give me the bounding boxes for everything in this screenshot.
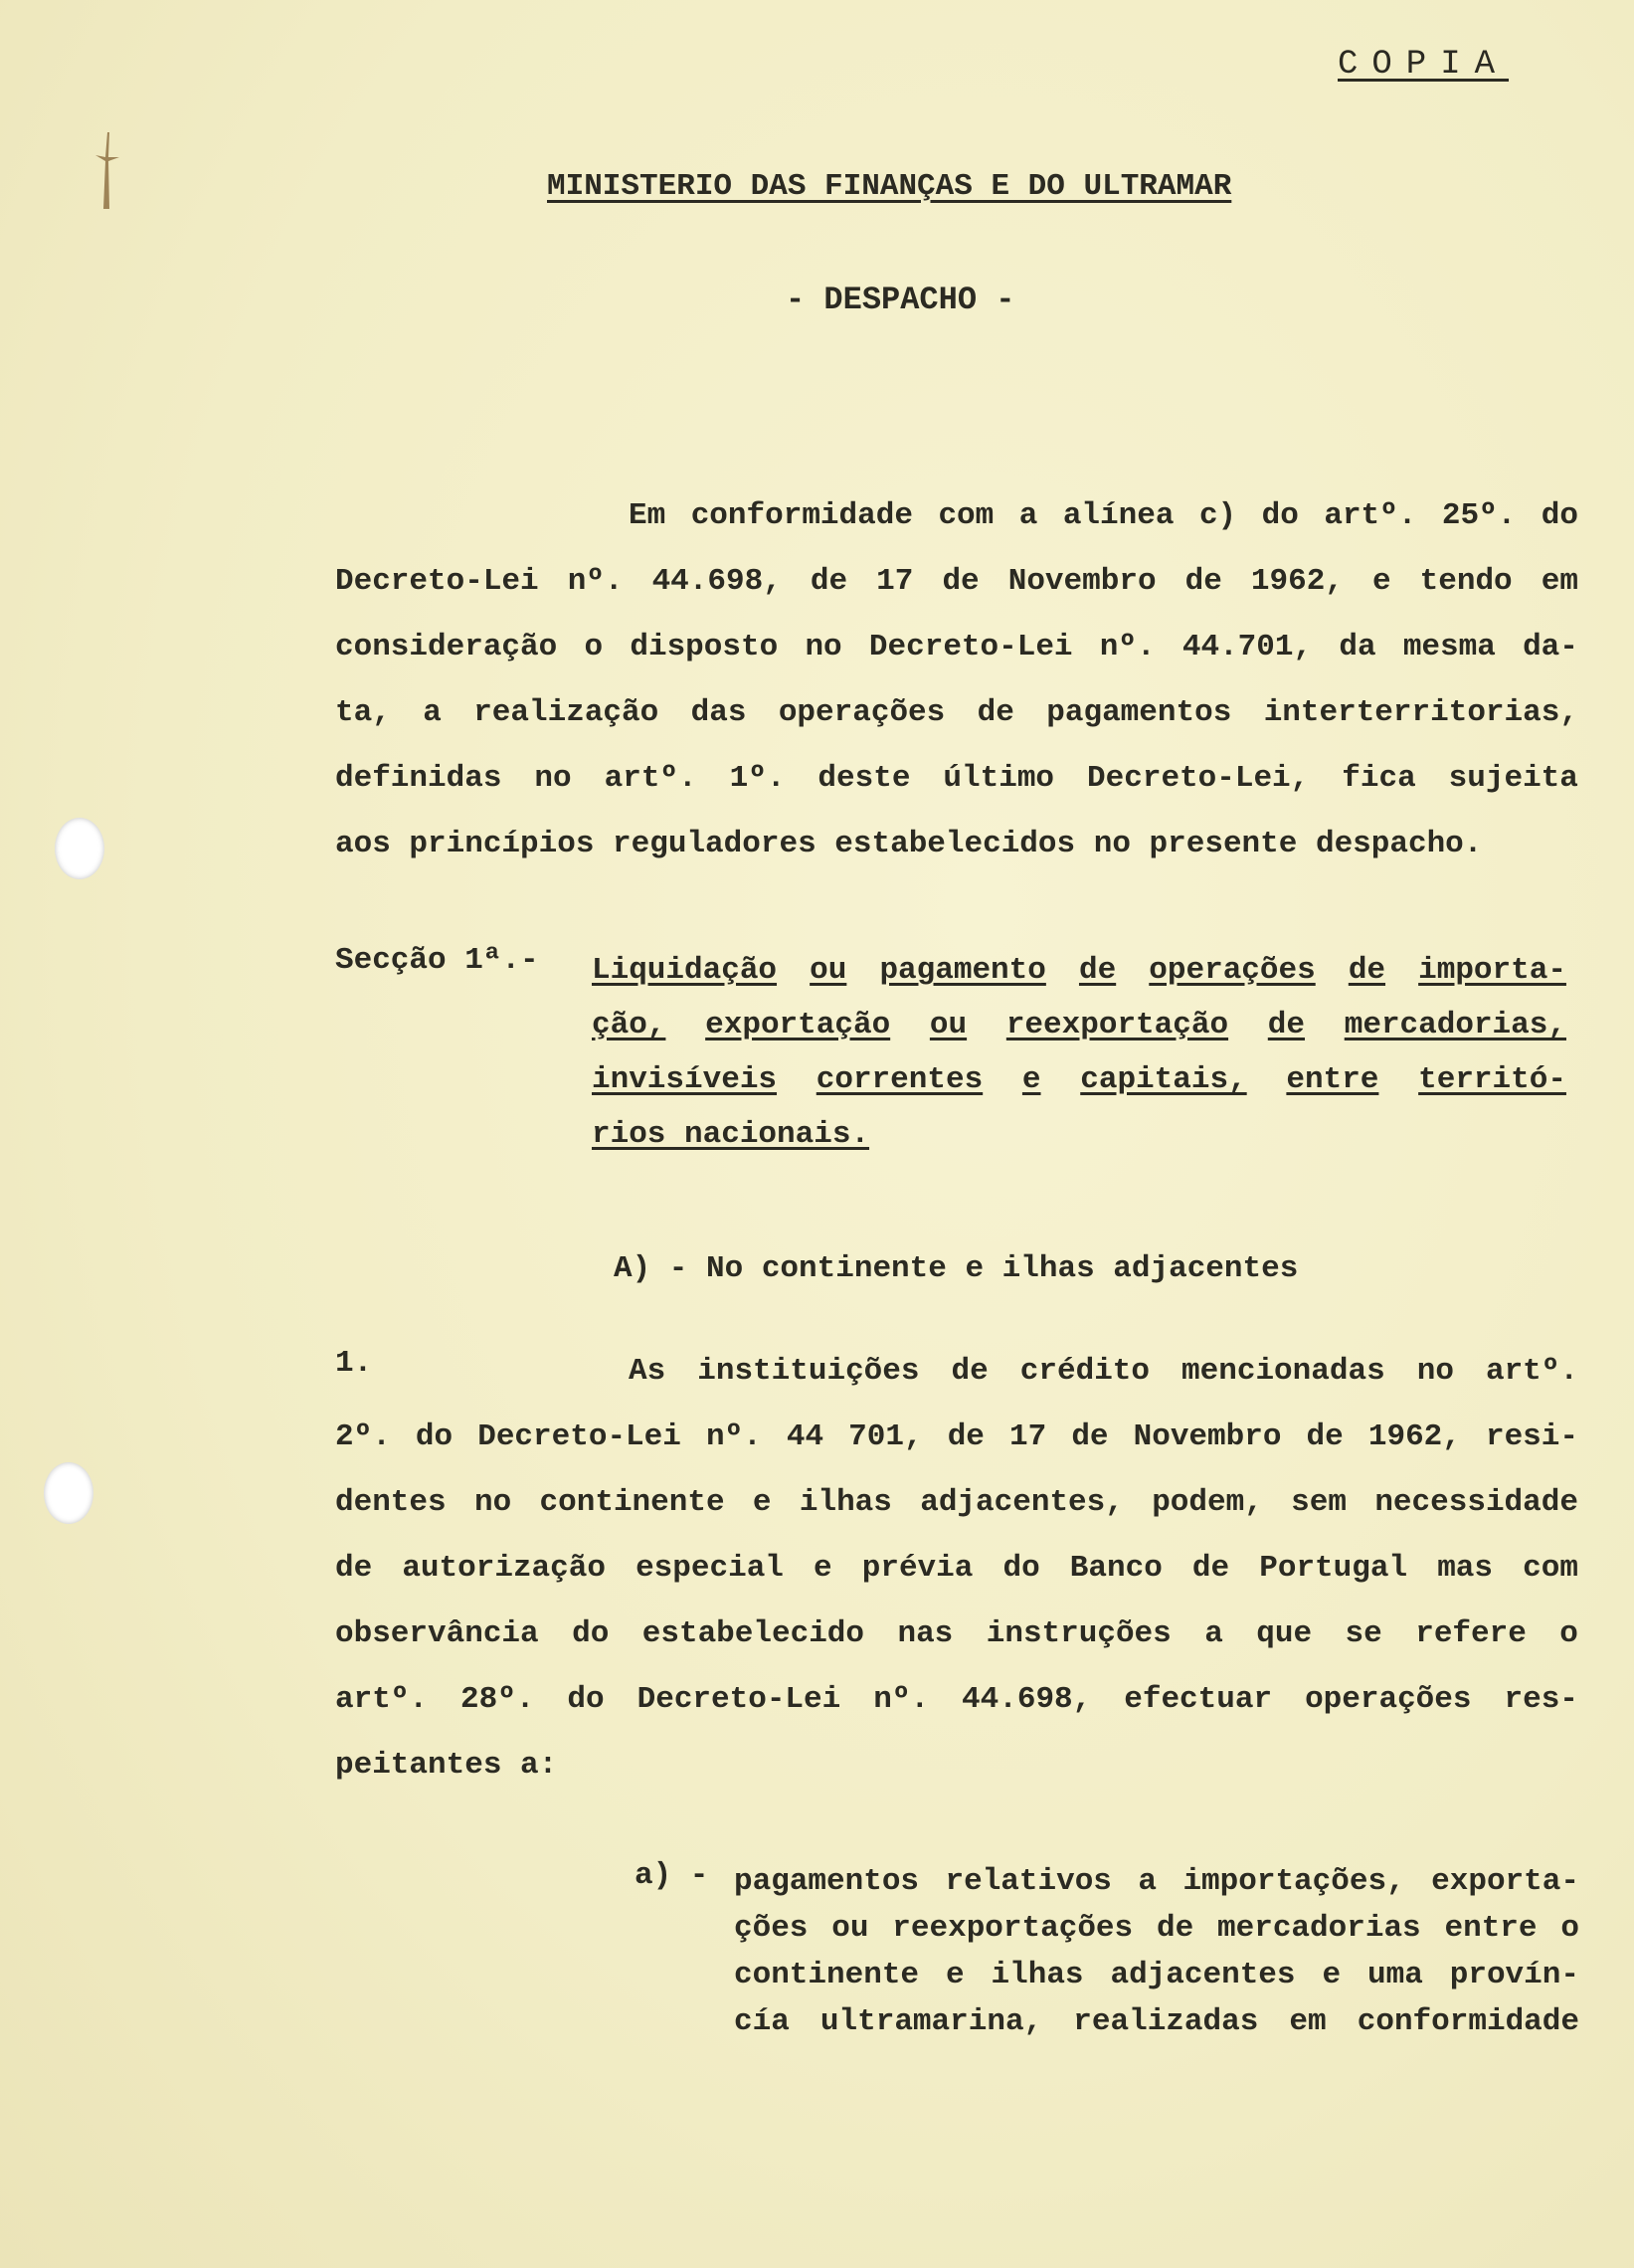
- intro-line: consideração o disposto no Decreto-Lei nº. 44.701, da mesma da-: [335, 630, 1578, 664]
- copy-stamp: COPIA: [1338, 46, 1510, 84]
- section-title-line: invisíveis correntes e capitais, entre territó-: [592, 1062, 1566, 1097]
- ministry-title: MINISTERIO DAS FINANÇAS E DO ULTRAMAR: [547, 169, 1232, 204]
- punch-hole-icon: [55, 818, 104, 879]
- section-title-line: Liquidação ou pagamento de operações de importa-: [592, 953, 1566, 988]
- item1-line: peitantes a:: [335, 1748, 558, 1783]
- despacho-heading: - DESPACHO -: [786, 282, 1015, 318]
- item-a-label: a) -: [635, 1858, 709, 1893]
- item-number: 1.: [335, 1346, 373, 1381]
- item1-line: dentes no continente e ilhas adjacentes, podem, sem necessidade: [335, 1485, 1578, 1520]
- item1-line: artº. 28º. do Decreto-Lei nº. 44.698, efectuar operações res-: [335, 1682, 1578, 1717]
- intro-line: aos princípios reguladores estabelecidos no presente despacho.: [335, 827, 1483, 861]
- item-a-line: continente e ilhas adjacentes e uma provín-: [734, 1958, 1579, 1992]
- intro-line: Em conformidade com a alínea c) do artº. 25º. do: [629, 498, 1578, 533]
- section-label: Secção 1ª.-: [335, 943, 539, 978]
- item1-line: 2º. do Decreto-Lei nº. 44 701, de 17 de Novembro de 1962, resi-: [335, 1419, 1578, 1454]
- item-a-line: cía ultramarina, realizadas em conformidade: [734, 2004, 1579, 2039]
- section-title-line: rios nacionais.: [592, 1117, 870, 1152]
- subsection-heading: A) - No continente e ilhas adjacentes: [614, 1251, 1299, 1286]
- intro-line: Decreto-Lei nº. 44.698, de 17 de Novembro de 1962, e tendo em: [335, 564, 1578, 599]
- section-title-line: ção, exportação ou reexportação de mercadorias,: [592, 1008, 1566, 1042]
- item1-paragraph: [335, 1339, 1578, 1798]
- item-a-line: pagamentos relativos a importações, exporta-: [734, 1864, 1579, 1899]
- item1-line: As instituições de crédito mencionadas no artº.: [629, 1354, 1578, 1389]
- intro-paragraph: [335, 483, 1578, 877]
- item-a-line: ções ou reexportações de mercadorias entre o: [734, 1911, 1579, 1946]
- item1-line: observância do estabelecido nas instruções a que se refere o: [335, 1616, 1578, 1651]
- punch-hole-icon: [44, 1462, 93, 1524]
- item1-line: de autorização especial e prévia do Banco de Portugal mas com: [335, 1551, 1578, 1586]
- item-a-text: [734, 1858, 1579, 2045]
- intro-line: definidas no artº. 1º. deste último Decreto-Lei, fica sujeita: [335, 761, 1578, 796]
- pin-mark-icon: [88, 127, 127, 217]
- intro-line: ta, a realização das operações de pagamentos interterritorias,: [335, 695, 1578, 730]
- section-title: [592, 943, 1566, 1162]
